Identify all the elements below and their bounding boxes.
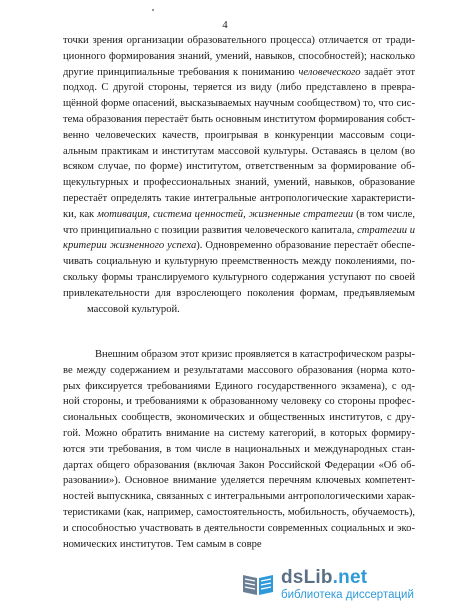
text-line	[63, 270, 415, 286]
paragraph-2	[63, 347, 415, 552]
text-segment: задаёт этот	[360, 66, 415, 78]
text-line	[63, 159, 415, 175]
paragraph-1	[63, 33, 415, 317]
text-line	[63, 363, 415, 379]
text-segment: тема образования перестаёт быть основным институтом формирования собст-	[63, 113, 415, 125]
text-segment: ностей выпускника, связанных с интегральными антропологическими харак-	[63, 491, 415, 503]
text-segment: номических институтов. Тем самым в совре	[63, 538, 262, 550]
book-icon	[241, 571, 275, 597]
text-segment: другие принципиальные требования к пониманию	[63, 66, 299, 78]
text-segment: перестаёт определять такие интегральные антропологические характеристи-	[63, 192, 415, 204]
text-segment: ки, как	[63, 208, 98, 220]
text-line	[63, 521, 415, 537]
watermark-brand	[281, 567, 367, 589]
text-line	[63, 96, 415, 112]
text-line	[63, 347, 415, 363]
italic-term: критерии жизненного успеха	[63, 240, 197, 252]
text-segment: сиональных сообществ, экономических и общественных институтов, с дру-	[63, 412, 415, 424]
text-segment: дартах общего образования (включая Закон Российской Федерации «Об об-	[63, 459, 415, 471]
text-line	[63, 207, 415, 223]
dslib-watermark[interactable]	[235, 565, 440, 605]
text-line	[63, 410, 415, 426]
text-line	[63, 505, 415, 521]
text-segment: венно человеческих качеств, проигрывая в конкуренции массовым соци-	[63, 129, 415, 141]
text-line	[63, 65, 415, 81]
text-line	[63, 223, 415, 239]
text-segment: ционного формирования знаний, умений, навыков, способностей); насколько	[63, 50, 415, 62]
text-line	[63, 33, 415, 49]
text-segment: щекультурных и профессиональных знаний, умений, навыков, образование	[63, 177, 415, 189]
watermark-subtitle: библиотека диссертаций	[281, 589, 414, 601]
text-line	[63, 489, 415, 505]
text-line	[63, 128, 415, 144]
text-line	[63, 254, 415, 270]
text-line	[63, 238, 415, 254]
text-segment: (в том числе,	[353, 208, 415, 220]
text-line	[63, 442, 415, 458]
text-line	[63, 379, 415, 395]
text-segment: подход. С другой стороны, теряется из виду (либо представлено в превра-	[63, 82, 415, 94]
text-segment: и способностью участвовать в деятельности современных социальных и эко-	[63, 522, 415, 534]
text-line	[63, 473, 415, 489]
text-segment: чивать социальную и культурную преемственность между поколениями, по-	[63, 256, 415, 268]
text-line	[63, 49, 415, 65]
italic-term: мотивация, система ценностей, жизненные стратегии	[97, 208, 354, 220]
italic-term: человеческого	[298, 66, 361, 78]
text-line	[63, 112, 415, 128]
text-line	[63, 394, 415, 410]
text-segment: разовании»). Основное внимание уделяется перечням ключевых компетент-	[63, 475, 415, 487]
text-segment: теристиками (как, например, самостоятельность, мобильность, обучаемость),	[63, 506, 415, 518]
text-segment: скольку формы транслируемого культурного содержания уступают по своей	[63, 271, 415, 283]
text-segment: ). Одновременно образование перестаёт обеспе-	[196, 240, 415, 252]
italic-term: стратегии и	[357, 224, 415, 236]
text-segment: ются эти требования, в том числе в национальных и международных стан-	[63, 443, 415, 455]
text-segment: ной стороны, и требованиями к образованному человеку со стороны профес-	[63, 396, 415, 408]
text-line	[63, 175, 415, 191]
text-segment: привлекательности для взрослеющего поколения формам, предъявляемым	[63, 287, 415, 299]
text-segment: массовой культурой.	[87, 303, 180, 315]
page-number: 4	[222, 20, 228, 31]
text-line	[63, 426, 415, 442]
text-segment: альным практикам и институтам массовой культуры. Оставаясь в целом (во	[63, 145, 415, 157]
text-segment: гой. Можно обратить внимание на систему категорий, в которых формиру-	[63, 427, 415, 439]
text-segment: точки зрения организации образовательного процесса) отличается от тради-	[63, 35, 415, 46]
text-line	[63, 458, 415, 474]
text-segment: Внешним образом этот кризис проявляется в катастрофическом разры-	[95, 349, 415, 360]
text-segment: что принципиально с позиции развития человеческого капитала,	[63, 224, 358, 236]
text-line	[63, 191, 415, 207]
text-line	[63, 80, 415, 96]
brand-suffix: .net	[332, 567, 368, 588]
brand-prefix: dsLib	[281, 567, 333, 588]
text-line	[63, 144, 415, 160]
text-segment: щённой форме опасений, высказываемых научным сообществом) то, что сис-	[63, 98, 415, 110]
text-line	[63, 537, 415, 553]
scan-speck	[152, 9, 154, 11]
text-line	[63, 302, 415, 318]
text-segment: ве между содержанием и результатами массового образования (норма кото-	[63, 364, 415, 376]
text-segment: всяком случае, по форме) институтом, ответственным за формирование об-	[63, 161, 415, 173]
text-segment: рых фиксируется требованиями Единого государственного экзамена), с од-	[63, 380, 415, 392]
text-line	[63, 286, 415, 302]
